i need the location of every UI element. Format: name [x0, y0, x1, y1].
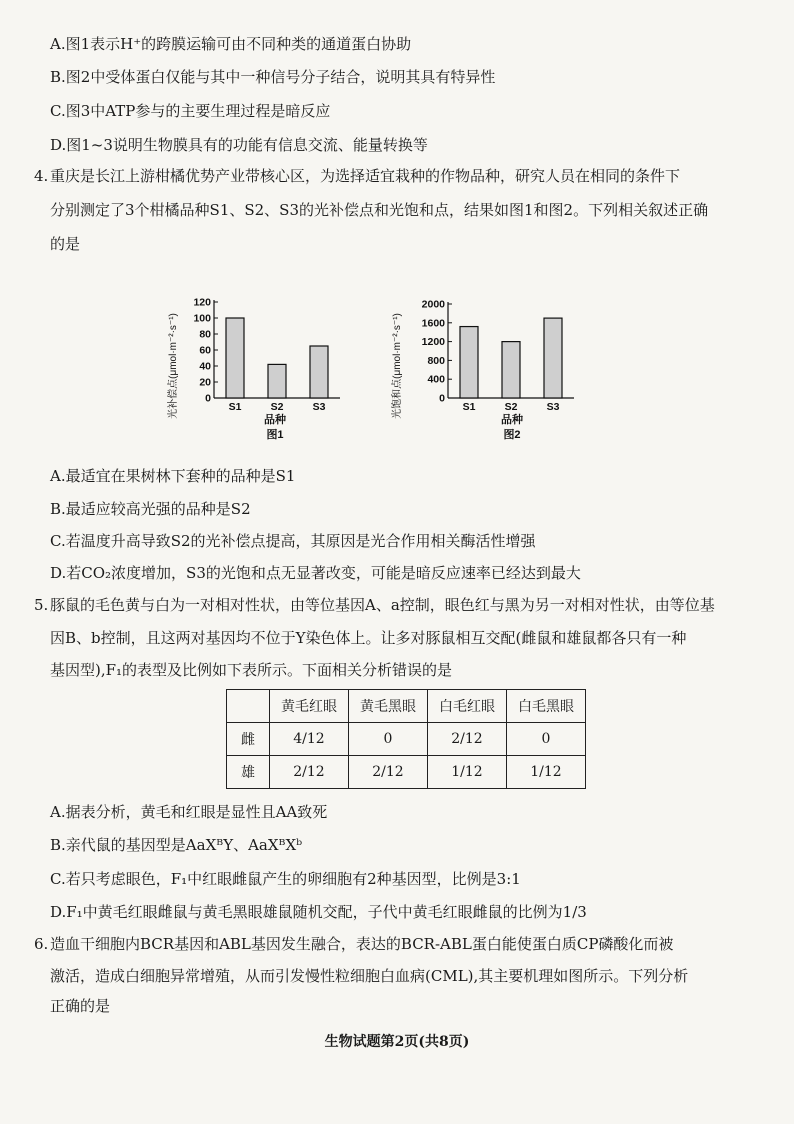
chart2-title: 图2	[503, 429, 521, 441]
chart1-y-tick-label: 0	[205, 392, 211, 405]
q6-stem-line-1: 造血干细胞内BCR基因和ABL基因发生融合，表达的BCR-ABL蛋白能使蛋白质CP磷酸化而被	[50, 935, 674, 953]
table-cell: 4/12	[270, 723, 349, 756]
chart1-ylabel: 光补偿点(μmol·m⁻²·s⁻¹)	[168, 313, 179, 419]
chart2-bar	[544, 318, 562, 398]
chart2-x-tick-label: S2	[504, 401, 518, 413]
q6-stem-line-2: 激活，造成白细胞异常增殖，从而引发慢性粒细胞白血病(CML),其主要机理如图所示。下列分析	[50, 967, 689, 985]
q4-option-b: B.最适应较高光强的品种是S2	[50, 500, 251, 518]
chart1-y-tick-label: 100	[193, 312, 211, 325]
chart1-xlabel: 品种	[264, 414, 286, 426]
chart2-y-tick-label: 2000	[421, 298, 445, 311]
q5-stem-line-1: 豚鼠的毛色黄与白为一对相对性状，由等位基因A、a控制，眼色红与黑为另一对相对性状，由等位基	[50, 596, 715, 614]
table-header-cell: 白毛黑眼	[507, 690, 586, 723]
chart1-x-tick-label: S1	[228, 401, 242, 413]
chart1-x-tick-label: S2	[270, 401, 284, 413]
chart1-y-tick-label: 120	[193, 296, 211, 309]
chart1-y-tick-label: 60	[199, 344, 211, 357]
table-header-cell: 白毛红眼	[428, 690, 507, 723]
q3-option-c: C.图3中ATP参与的主要生理过程是暗反应	[50, 102, 331, 120]
table-cell: 雄	[227, 756, 270, 789]
chart2-bar	[502, 342, 520, 398]
q3-option-d: D.图1~3说明生物膜具有的功能有信息交流、能量转换等	[50, 136, 428, 154]
q3-option-b: B.图2中受体蛋白仅能与其中一种信号分子结合，说明其具有特异性	[50, 68, 496, 86]
page-footer: 生物试题第2页(共8页)	[324, 1034, 470, 1050]
chart1-y-tick-label: 40	[199, 360, 211, 373]
table-header-row	[227, 690, 586, 723]
chart1-y-tick-label: 20	[199, 376, 211, 389]
chart1-bar	[268, 364, 286, 398]
table-cell: 雌	[227, 723, 270, 756]
q5-option-d: D.F₁中黄毛红眼雌鼠与黄毛黑眼雄鼠随机交配，子代中黄毛红眼雌鼠的比例为1/3	[50, 903, 587, 921]
table-cell: 1/12	[507, 756, 586, 789]
table-cell: 1/12	[428, 756, 507, 789]
table-header-cell: 黄毛红眼	[270, 690, 349, 723]
chart1-y-tick-label: 80	[199, 328, 211, 341]
chart1-x-tick-label: S3	[312, 401, 326, 413]
table-row	[227, 756, 586, 789]
table-cell: 2/12	[428, 723, 507, 756]
chart2-bar	[460, 327, 478, 398]
q5-stem-line-2: 因B、b控制，且这两对基因均不位于Y染色体上。让多对豚鼠相互交配(雌鼠和雄鼠都各只有一种	[50, 629, 687, 647]
q4-stem-line-2: 分别测定了3个柑橘品种S1、S2、S3的光补偿点和光饱和点，结果如图1和图2。下列相关叙述正确	[50, 201, 709, 219]
q5-stem-line-3: 基因型),F₁的表型及比例如下表所示。下面相关分析错误的是	[50, 661, 453, 679]
q6-number: 6.	[34, 935, 49, 953]
chart2-x-tick-label: S1	[462, 401, 476, 413]
q5-number: 5.	[34, 596, 49, 614]
chart2-y-tick-label: 1200	[421, 336, 445, 349]
q4-option-c: C.若温度升高导致S2的光补偿点提高，其原因是光合作用相关酶活性增强	[50, 532, 536, 550]
table-cell: 2/12	[349, 756, 428, 789]
chart-light-compensation	[170, 286, 360, 446]
table-header-cell	[227, 690, 270, 723]
table-cell: 0	[507, 723, 586, 756]
q5-option-b: B.亲代鼠的基因型是AaXᴮY、AaXᴮXᵇ	[50, 836, 303, 854]
chart2-y-tick-label: 800	[427, 354, 445, 367]
chart1-bar	[310, 346, 328, 398]
q4-stem-line-3: 的是	[50, 235, 81, 253]
chart2-x-tick-label: S3	[546, 401, 560, 413]
chart1-bar	[226, 318, 244, 398]
chart2-y-tick-label: 1600	[421, 317, 445, 330]
table-header-cell: 黄毛黑眼	[349, 690, 428, 723]
q5-option-a: A.据表分析，黄毛和红眼是显性且AA致死	[50, 803, 328, 821]
table-cell: 2/12	[270, 756, 349, 789]
chart-light-saturation	[392, 286, 592, 446]
chart2-xlabel: 品种	[501, 414, 523, 426]
q4-option-a: A.最适宜在果树林下套种的品种是S1	[50, 467, 296, 485]
table-cell: 0	[349, 723, 428, 756]
q4-option-d: D.若CO₂浓度增加，S3的光饱和点无显著改变，可能是暗反应速率已经达到最大	[50, 564, 581, 582]
table-row	[227, 723, 586, 756]
q4-stem-line-1: 重庆是长江上游柑橘优势产业带核心区，为选择适宜栽种的作物品种，研究人员在相同的条件下	[50, 167, 681, 185]
chart2-y-tick-label: 400	[427, 373, 445, 386]
phenotype-table	[226, 689, 586, 789]
chart2-ylabel: 光饱和点(μmol·m⁻²·s⁻¹)	[392, 313, 403, 419]
q3-option-a: A.图1表示H⁺的跨膜运输可由不同种类的通道蛋白协助	[50, 35, 412, 53]
q5-option-c: C.若只考虑眼色，F₁中红眼雌鼠产生的卵细胞有2种基因型，比例是3:1	[50, 870, 521, 888]
chart1-title: 图1	[266, 429, 284, 441]
chart2-y-tick-label: 0	[439, 392, 445, 405]
q6-stem-line-3: 正确的是	[50, 997, 111, 1015]
q4-number: 4.	[34, 167, 49, 185]
